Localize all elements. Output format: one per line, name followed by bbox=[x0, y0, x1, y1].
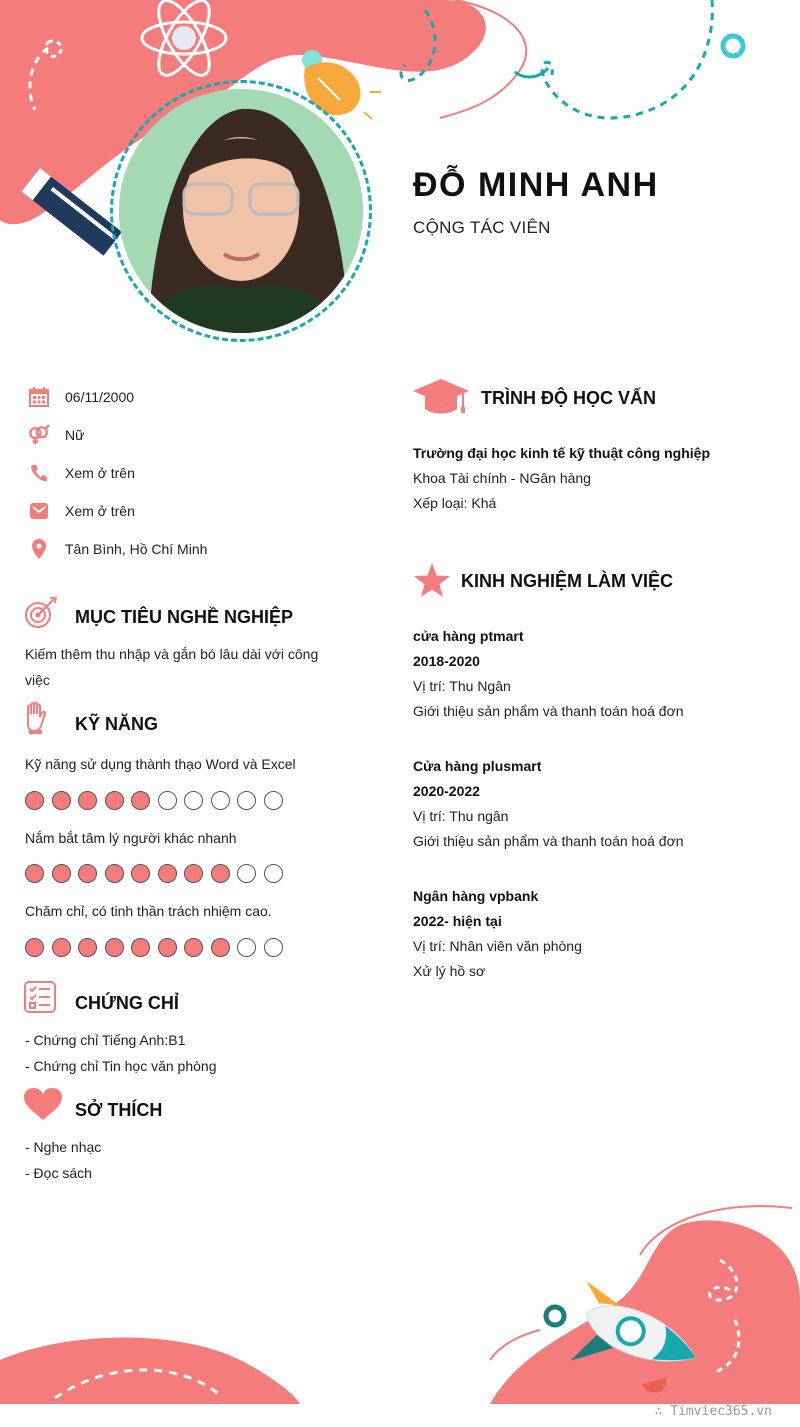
rating-dot-filled bbox=[131, 791, 150, 810]
rating-dot-filled bbox=[78, 864, 97, 883]
skill-name: Kỹ năng sử dụng thành thạo Word và Excel bbox=[25, 756, 296, 772]
job-position: Vị trí: Nhân viên văn phòng bbox=[413, 938, 582, 954]
skill-name: Chăm chỉ, có tinh thần trách nhiệm cao. bbox=[25, 903, 272, 919]
contact-phone: Xem ở trên bbox=[65, 465, 135, 481]
rating-dot-empty bbox=[237, 938, 256, 957]
candidate-role: CỘNG TÁC VIÊN bbox=[413, 218, 551, 237]
rating-dot-filled bbox=[52, 791, 71, 810]
skill-rating bbox=[25, 938, 283, 957]
education-school: Trường đại học kinh tế kỹ thuật công nghiệp bbox=[413, 445, 710, 461]
rating-dot-empty bbox=[158, 791, 177, 810]
contact-birthdate: 06/11/2000 bbox=[65, 389, 135, 405]
job-entry bbox=[413, 884, 582, 984]
candidate-name: ĐỖ MINH ANH bbox=[413, 166, 659, 204]
rating-dot-filled bbox=[184, 864, 203, 883]
contact-row-address bbox=[28, 537, 207, 561]
hobby-item: - Đọc sách bbox=[25, 1165, 92, 1181]
rating-dot-filled bbox=[131, 864, 150, 883]
rating-dot-filled bbox=[52, 864, 71, 883]
objective-title: MỤC TIÊU NGHỀ NGHIỆP bbox=[75, 607, 294, 627]
rating-dot-empty bbox=[264, 864, 283, 883]
rating-dot-filled bbox=[211, 864, 230, 883]
skills-title: KỸ NĂNG bbox=[75, 714, 159, 734]
job-position: Vị trí: Thu Ngân bbox=[413, 678, 511, 694]
objective-line: Kiếm thêm thu nhập và gắn bó lâu dài với công bbox=[25, 646, 319, 662]
rating-dot-filled bbox=[105, 791, 124, 810]
rating-dot-filled bbox=[52, 938, 71, 957]
job-period: 2022- hiện tại bbox=[413, 913, 502, 929]
rating-dot-filled bbox=[25, 791, 44, 810]
target-icon bbox=[24, 597, 58, 634]
phone-icon bbox=[28, 462, 50, 484]
rating-dot-empty bbox=[264, 938, 283, 957]
certificate-item: - Chứng chỉ Tiếng Anh:B1 bbox=[25, 1032, 186, 1048]
profile-photo bbox=[119, 89, 363, 333]
site-watermark: ∴ Timviec365.vn bbox=[654, 1404, 772, 1419]
rating-dot-empty bbox=[264, 791, 283, 810]
contact-row-birthdate bbox=[28, 385, 134, 409]
bottom-left-coral-blob bbox=[0, 1338, 300, 1405]
rating-dot-empty bbox=[184, 791, 203, 810]
rating-dot-empty bbox=[211, 791, 230, 810]
certificates-list bbox=[25, 1027, 217, 1079]
rating-dot-filled bbox=[25, 864, 44, 883]
job-period: 2020-2022 bbox=[413, 783, 480, 799]
job-description: Xử lý hồ sơ bbox=[413, 963, 486, 979]
checklist-icon bbox=[24, 981, 56, 1018]
skill-rating bbox=[25, 864, 283, 883]
skill-rating bbox=[25, 791, 283, 810]
rating-dot-filled bbox=[25, 938, 44, 957]
heart-icon bbox=[24, 1088, 62, 1125]
contact-row-gender bbox=[28, 423, 84, 447]
job-description: Giới thiệu sản phẩm và thanh toán hoá đơn bbox=[413, 703, 684, 719]
job-position: Vị trí: Thu ngân bbox=[413, 808, 509, 824]
rating-dot-filled bbox=[131, 938, 150, 957]
job-company: cửa hàng ptmart bbox=[413, 628, 524, 644]
job-company: Ngân hàng vpbank bbox=[413, 888, 539, 904]
teal-ring-decoration bbox=[723, 36, 743, 56]
rating-dot-filled bbox=[211, 938, 230, 957]
hand-icon bbox=[24, 702, 48, 739]
contact-address: Tân Bình, Hồ Chí Minh bbox=[65, 541, 208, 557]
job-company: Cửa hàng plusmart bbox=[413, 758, 542, 774]
certificates-title: CHỨNG CHỈ bbox=[75, 993, 179, 1013]
job-description: Giới thiệu sản phẩm và thanh toán hoá đơn bbox=[413, 833, 684, 849]
objective-text bbox=[25, 641, 318, 693]
calendar-icon bbox=[28, 386, 50, 408]
rating-dot-filled bbox=[78, 791, 97, 810]
hobbies-title: SỞ THÍCH bbox=[75, 1100, 163, 1120]
rating-dot-empty bbox=[237, 864, 256, 883]
gender-icon bbox=[28, 424, 50, 446]
rating-dot-filled bbox=[78, 938, 97, 957]
rating-dot-filled bbox=[105, 938, 124, 957]
contact-email: Xem ở trên bbox=[65, 503, 135, 519]
rating-dot-empty bbox=[237, 791, 256, 810]
skill-name: Nắm bắt tâm lý người khác nhanh bbox=[25, 830, 237, 846]
hobby-item: - Nghe nhạc bbox=[25, 1139, 102, 1155]
certificate-item: - Chứng chỉ Tin học văn phòng bbox=[25, 1058, 217, 1074]
hobbies-list bbox=[25, 1134, 101, 1186]
rating-dot-filled bbox=[184, 938, 203, 957]
email-icon bbox=[28, 500, 50, 522]
contact-gender: Nữ bbox=[65, 427, 85, 443]
education-faculty: Khoa Tài chính - NGân hàng bbox=[413, 470, 591, 486]
education-block bbox=[413, 441, 710, 516]
rating-dot-filled bbox=[105, 864, 124, 883]
contact-row-phone bbox=[28, 461, 135, 485]
education-grade: Xếp loại: Khá bbox=[413, 495, 497, 511]
rating-dot-filled bbox=[158, 938, 177, 957]
job-period: 2018-2020 bbox=[413, 653, 480, 669]
education-title: TRÌNH ĐỘ HỌC VẤN bbox=[481, 388, 656, 408]
rating-dot-filled bbox=[158, 864, 177, 883]
graduation-cap-icon bbox=[413, 379, 469, 420]
contact-row-email bbox=[28, 499, 135, 523]
job-entry bbox=[413, 754, 684, 854]
star-icon bbox=[414, 563, 450, 602]
job-entry bbox=[413, 624, 684, 724]
experience-title: KINH NGHIỆM LÀM VIỆC bbox=[461, 571, 674, 591]
objective-line: việc bbox=[25, 672, 50, 688]
location-pin-icon bbox=[28, 538, 50, 560]
